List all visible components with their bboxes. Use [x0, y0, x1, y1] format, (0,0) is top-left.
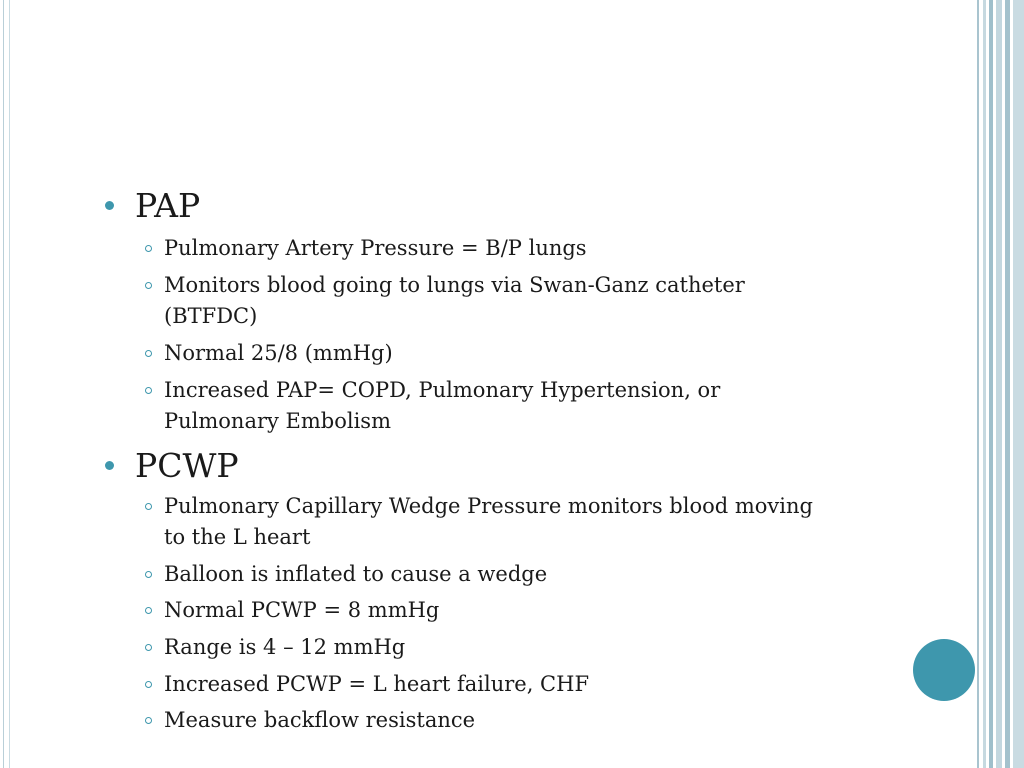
decorative-stripe: [989, 0, 993, 768]
ring-bullet-icon: [145, 717, 152, 724]
ring-bullet-icon: [145, 503, 152, 510]
list-item-text: Measure backflow resistance: [164, 708, 476, 732]
frame-line: [3, 0, 4, 768]
bullet-icon: [105, 201, 114, 210]
list-item-text: Range is 4 – 12 mmHg: [164, 635, 406, 659]
ring-bullet-icon: [145, 387, 152, 394]
ring-bullet-icon: [145, 571, 152, 578]
decorative-stripe: [983, 0, 986, 768]
ring-bullet-icon: [145, 350, 152, 357]
list-item-text: Increased PAP= COPD, Pulmonary Hypertension, or Pulmonary Embolism: [164, 378, 721, 433]
section-heading-text: PCWP: [135, 446, 239, 485]
ring-bullet-icon: [145, 644, 152, 651]
decorative-stripe: [1005, 0, 1010, 768]
decorative-stripe: [996, 0, 1002, 768]
decorative-stripe: [977, 0, 979, 768]
section-heading-text: PAP: [135, 186, 201, 225]
list-item-text: Normal PCWP = 8 mmHg: [164, 598, 440, 622]
ring-bullet-icon: [145, 282, 152, 289]
frame-line: [9, 0, 10, 768]
decorative-stripe: [1013, 0, 1024, 768]
list-item-text: Increased PCWP = L heart failure, CHF: [164, 672, 590, 696]
ring-bullet-icon: [145, 681, 152, 688]
list-item-text: Pulmonary Artery Pressure = B/P lungs: [164, 236, 587, 260]
ring-bullet-icon: [145, 245, 152, 252]
list-item-text: Pulmonary Capillary Wedge Pressure monitors blood moving to the L heart: [164, 494, 813, 549]
ring-bullet-icon: [145, 607, 152, 614]
bullet-icon: [105, 461, 114, 470]
decorative-circle: [913, 639, 975, 701]
list-item-text: Monitors blood going to lungs via Swan-Ganz catheter (BTFDC): [164, 273, 745, 328]
list-item-text: Balloon is inflated to cause a wedge: [164, 562, 548, 586]
list-item-text: Normal 25/8 (mmHg): [164, 341, 393, 365]
